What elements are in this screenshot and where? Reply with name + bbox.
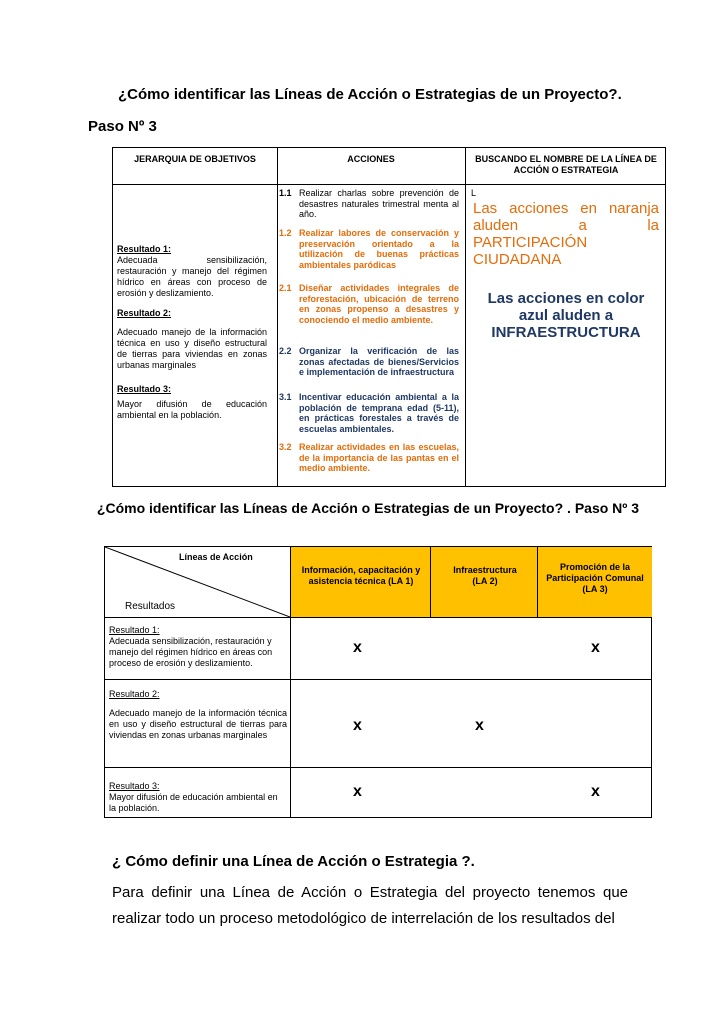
row-2-label: Resultado 2: [109,689,160,699]
action-text: Incentivar educación ambiental a la población de temprana edad (5-11), en prácticas forestales a través de escuelas ambientales. [299,392,459,434]
objectives-table [112,147,666,487]
result-1-text: Adecuada sensibilización, restauración y manejo del régimen hídrico en áreas con proceso de erosión y deslizamiento. [117,255,267,298]
action-1-2 [279,228,459,270]
heading-3: ¿ Cómo definir una Línea de Acción o Estrategia ?. [112,853,475,870]
corner-top-label: Líneas de Acción [179,552,253,562]
action-text: Realizar labores de conservación y preservación orientado a la utilización de buenas prácticas ambientales paródicas [299,228,459,270]
corner-bottom-label: Resultados [125,601,176,612]
action-num: 2.2 [279,346,292,356]
action-text: Realizar charlas sobre prevención de desastres naturales trimestral menta al año. [299,188,459,219]
result-3 [117,384,267,421]
result-3-label: Resultado 3: [117,384,172,394]
action-num: 3.2 [279,442,292,452]
action-3-1 [279,392,459,434]
paso-label: Paso Nº 3 [88,118,157,135]
column-la1: Información, capacitación y asistencia técnica (LA 1) [301,565,421,586]
action-num: 1.1 [279,188,292,198]
mark-r3-la3: x [591,783,600,800]
note-blue: Las acciones en color azul aluden a INFRAESTRUCTURA [487,290,645,341]
note-orange: Las acciones en naranja aluden a la PARTICIPACIÓN CIUDADANA [473,200,659,268]
action-num: 3.1 [279,392,292,402]
result-2 [117,308,267,371]
result-1-label: Resultado 1: [117,244,172,254]
row-2 [109,689,287,741]
row-3-label: Resultado 3: [109,781,160,791]
action-text: Diseñar actividades integrales de reforestación, ubicación de terreno en zonas propenso a desastres y conociendo el medio ambiente. [299,283,459,325]
header-jerarquia: JERARQUIA DE OBJETIVOS [134,154,256,164]
row-1-label: Resultado 1: [109,625,160,635]
header-acciones: ACCIONES [347,154,395,164]
mark-r1-la3: x [591,639,600,656]
lines-matrix-table [104,546,652,818]
result-2-label: Resultado 2: [117,308,172,318]
mark-r1-la1: x [353,639,362,656]
row-1-text: Adecuada sensibilización, restauración y manejo del régimen hídrico en áreas con proceso de erosión y deslizamiento. [109,636,273,668]
col3-letter: L [471,188,477,198]
mark-r2-la2: x [475,717,484,734]
action-text: Organizar la verificación de las zonas afectadas de bienes/Servicios e implementación de infraestructura [299,346,459,377]
row-3 [109,781,287,814]
column-la2: Infraestructura (LA 2) [453,565,517,586]
action-num: 1.2 [279,228,292,238]
action-1-1 [279,188,459,220]
mark-r2-la1: x [353,717,362,734]
result-1 [117,244,267,299]
header-buscando: BUSCANDO EL NOMBRE DE LA LÍNEA DE ACCIÓN O ESTRATEGIA [475,154,657,175]
heading-1: ¿Cómo identificar las Líneas de Acción o Estrategias de un Proyecto?. [118,86,622,103]
body-paragraph: Para definir una Línea de Acción o Estrategia del proyecto tenemos que realizar todo un proceso metodológico de interrelación de los resultados del [112,884,628,927]
row-3-text: Mayor difusión de educación ambiental en la población. [109,792,278,813]
action-num: 2.1 [279,283,292,293]
action-text: Realizar actividades en las escuelas, de la importancia de las pantas en el medio ambiente. [299,442,459,473]
row-2-text: Adecuado manejo de la información técnica en uso y diseño estructural de tierras para viviendas en zonas urbanas marginales [109,708,287,740]
result-3-text: Mayor difusión de educación ambiental en la población. [117,399,267,420]
action-2-1 [279,283,459,325]
action-2-2 [279,346,459,378]
column-la3: Promoción de la Participación Comunal (LA 3) [546,562,644,594]
result-2-text: Adecuado manejo de la información técnica en uso y diseño estructural de tierras para viviendas en zonas urbanas marginales [117,327,267,370]
row-1 [109,625,287,669]
action-3-2 [279,442,459,474]
heading-2: ¿Cómo identificar las Líneas de Acción o Estrategias de un Proyecto? . Paso Nº 3 [96,500,640,516]
mark-r3-la1: x [353,783,362,800]
